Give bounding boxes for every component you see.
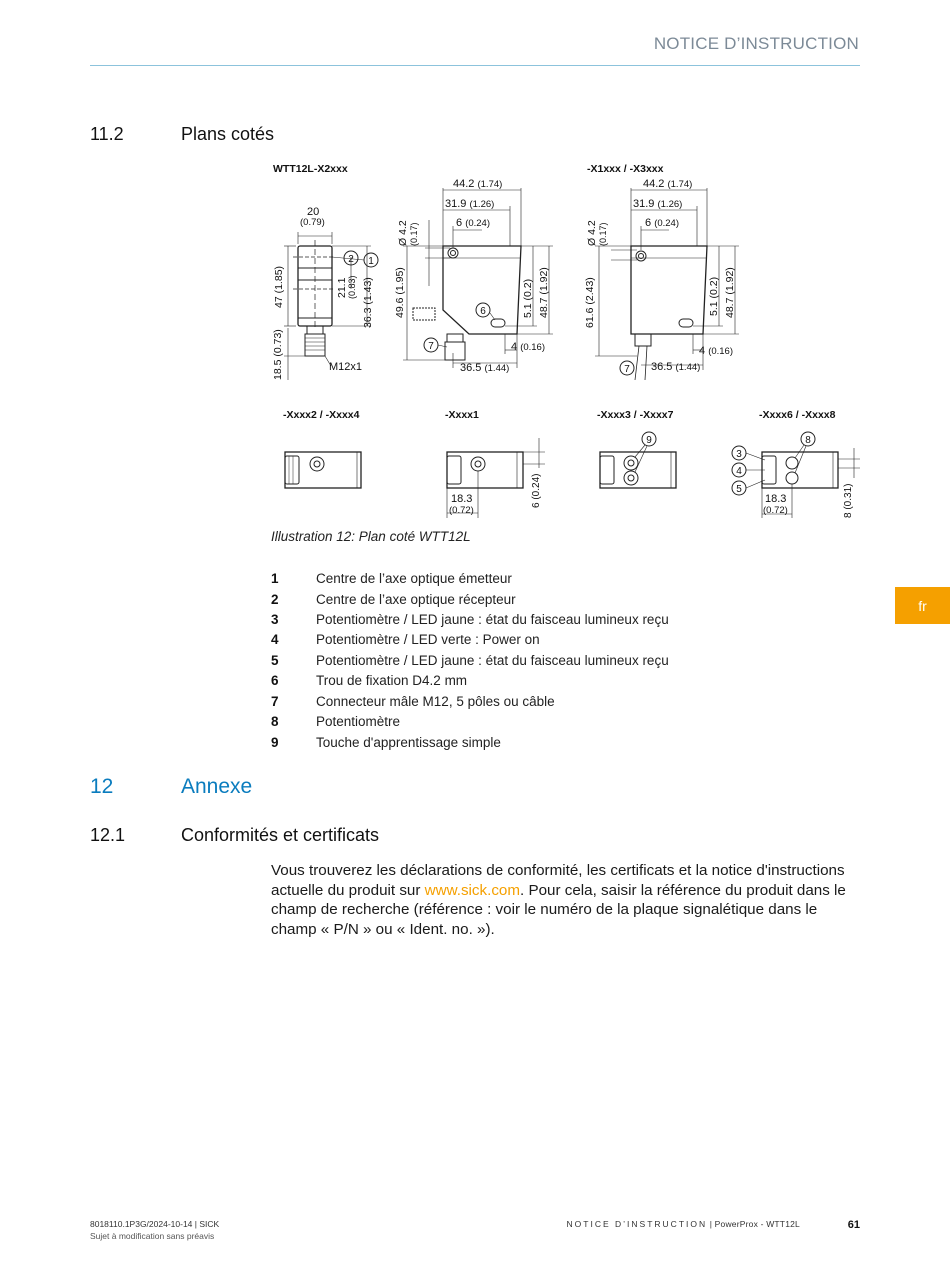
dim-label: 4 (0.16) [699, 345, 734, 357]
view-label-side: -X1xxx / -X3xxx [587, 163, 664, 175]
legend-number: 5 [271, 653, 279, 668]
dim-label: 4 (0.16) [511, 341, 546, 353]
footer-product: | PowerProx - WTT12L [707, 1219, 800, 1229]
legend-number: 7 [271, 694, 279, 709]
dim-label: 8 (0.31) [843, 483, 854, 518]
view-label-v3: -Xxxx3 / -Xxxx7 [597, 409, 674, 421]
view-label-front: WTT12L-X2xxx [273, 163, 348, 175]
dim-label: 6 (0.24) [645, 217, 680, 229]
dim-label: 5.1 (0.2) [522, 278, 534, 318]
callout-7: 7 [624, 364, 630, 375]
section-number: 12.1 [90, 825, 126, 845]
dim-label: (0.17) [598, 222, 608, 246]
dim-label: 36.3 (1.43) [362, 277, 374, 328]
legend-text: Centre de l’axe optique émetteur [316, 571, 512, 586]
dim-label: M12x1 [329, 361, 363, 373]
section-title: Conformités et certificats [181, 825, 380, 845]
dim-label: 18.3 [765, 493, 787, 505]
callout-6: 6 [480, 306, 486, 317]
dim-label: 31.9 (1.26) [445, 198, 495, 210]
sick-link[interactable]: www.sick.com [424, 881, 521, 899]
dimension-drawing [265, 158, 865, 523]
dim-label: 6 (0.24) [456, 217, 491, 229]
dim-label: Ø 4.2 [586, 220, 598, 246]
callout-2: 2 [348, 254, 354, 265]
dim-label: 48.7 (1.92) [538, 267, 550, 318]
dim-label: 21.1 [336, 277, 348, 298]
legend-number: 4 [271, 632, 279, 647]
callout-9: 9 [646, 435, 652, 446]
paragraph-text: Vous trouverez les déclarations de conformité, les certificats et la notice d'instructions actuelle du produit sur [271, 862, 845, 899]
legend-number: 6 [271, 673, 279, 688]
dim-label: Ø 4.2 [397, 220, 409, 246]
legend-text: Potentiomètre / LED verte : Power on [316, 632, 540, 647]
legend-text: Trou de fixation D4.2 mm [316, 673, 468, 688]
callout-5: 5 [736, 484, 742, 495]
dim-label: 49.6 (1.95) [394, 267, 406, 318]
dim-label: 36.5 (1.44) [460, 362, 510, 374]
dim-label: 44.2 (1.74) [453, 178, 503, 190]
dim-label: (0.72) [763, 505, 788, 516]
dim-label: 20 [307, 206, 320, 218]
dim-label: 5.1 (0.2) [708, 276, 720, 316]
chapter-number: 12 [90, 775, 114, 798]
legend-number: 9 [271, 735, 279, 750]
dim-label: 36.5 (1.44) [651, 361, 701, 373]
dim-label: 48.7 (1.92) [724, 267, 736, 318]
legend-text: Potentiomètre / LED jaune : état du faisceau lumineux reçu [316, 612, 669, 627]
language-tab[interactable]: fr [895, 587, 950, 624]
paragraph-text: . Pour cela, saisir la référence du produit dans le champ de recherche (référence : voir le numéro de la plaque signalétique dans le champ « P/N » ou « Ident. no. »). [271, 881, 846, 938]
legend-number: 1 [271, 571, 279, 586]
dim-label: 31.9 (1.26) [633, 198, 683, 210]
chapter-title: Annexe [181, 775, 253, 798]
legend-number: 3 [271, 612, 279, 627]
section-number: 11.2 [90, 124, 124, 144]
header-rule [90, 65, 860, 66]
dim-label: 18.5 (0.73) [272, 329, 284, 380]
dim-label: (0.79) [300, 217, 325, 228]
header-title: NOTICE D’INSTRUCTION [653, 34, 859, 53]
body-paragraph [271, 861, 861, 939]
callout-8: 8 [805, 435, 811, 446]
legend-number: 2 [271, 592, 279, 607]
legend-text: Centre de l’axe optique récepteur [316, 592, 516, 607]
dim-label: 47 (1.85) [273, 265, 285, 308]
section-title: Plans cotés [181, 124, 275, 144]
dim-label: 18.3 [451, 493, 473, 505]
dim-label: 44.2 (1.74) [643, 178, 693, 190]
legend-text: Connecteur mâle M12, 5 pôles ou câble [316, 694, 555, 709]
page-number: 61 [847, 1219, 860, 1231]
callout-3: 3 [736, 449, 742, 460]
view-label-v2: -Xxxx1 [445, 409, 479, 421]
view-label-v4: -Xxxx6 / -Xxxx8 [759, 409, 836, 421]
footer-doc-title: NOTICE D’INSTRUCTION [566, 1219, 708, 1229]
footer-center [567, 1219, 800, 1229]
callout-1: 1 [368, 256, 374, 267]
figure-caption: Illustration 12: Plan coté WTT12L [271, 529, 471, 544]
legend-text: Potentiomètre [316, 714, 401, 729]
legend-number: 8 [271, 714, 279, 729]
footer-doc-ref: 8018110.1P3G/2024-10-14 | SICK [90, 1219, 220, 1229]
footer-subject: Sujet à modification sans préavis [90, 1231, 215, 1241]
dim-label: (0.72) [449, 505, 474, 516]
callout-4: 4 [736, 466, 742, 477]
dim-label: 61.6 (2.43) [584, 277, 596, 328]
dim-label: 6 (0.24) [531, 473, 542, 508]
dim-label: (0.17) [409, 222, 419, 246]
dim-label: (0.83) [347, 275, 357, 299]
callout-7: 7 [428, 341, 434, 352]
legend-text: Potentiomètre / LED jaune : état du faisceau lumineux reçu [316, 653, 669, 668]
legend-text: Touche d'apprentissage simple [316, 735, 501, 750]
view-label-v1: -Xxxx2 / -Xxxx4 [283, 409, 360, 421]
